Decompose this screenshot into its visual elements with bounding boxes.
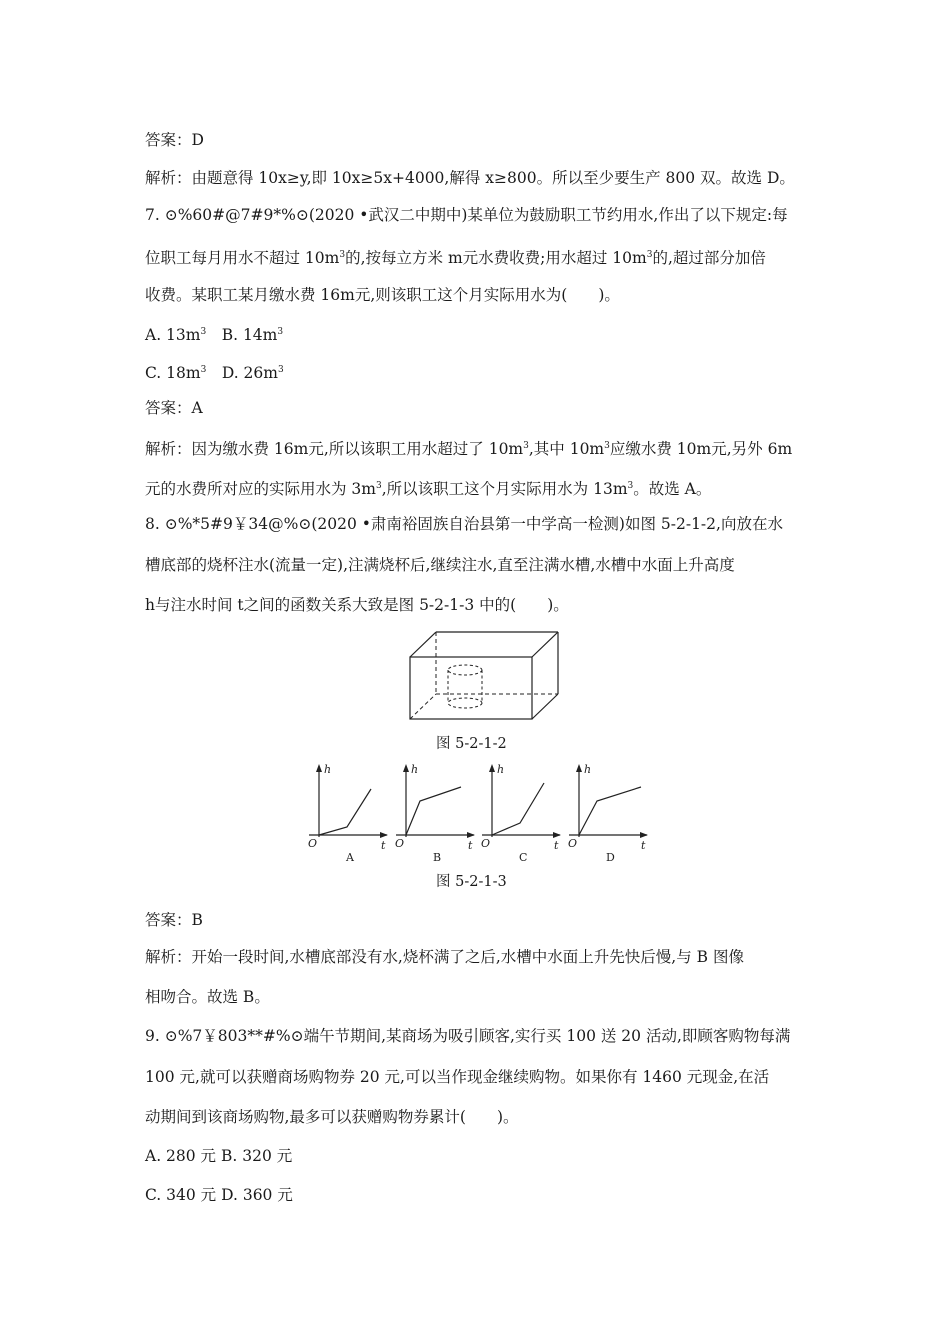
h-t-curve [319,789,371,835]
t-axis-arrow [380,832,388,838]
question-8-line-3: h与注水时间 t之间的函数关系大致是图 5-2-1-3 中的( )。 [145,596,569,614]
question-7-line-1: 7. ⊙%60#@7#9*%⊙(2020 •武汉二中期中)某单位为鼓励职工节约用水,作出了以下规定:每 [145,206,788,224]
h-t-curve [492,783,544,835]
question-8-line-1: 8. ⊙%*5#9￥34@%⊙(2020 •肃南裕固族自治县第一中学高一检测)如图 5-2-1-2,向放在水 [145,515,783,533]
question-7-options-cd: C. $18m^3$ D. $26m^3$ [145,364,284,382]
explanation-line: 解析：因为缴水费 16m元,所以该职工用水超过了 $10m^3$,其中 $10m^3$应缴水费 10m元,另外 6m [145,440,793,458]
answer-line: 答案：A [145,399,203,417]
tank-beaker-figure [408,630,568,725]
explanation-line: 元的水费所对应的实际用水为 $3m^3$,所以该职工这个月实际用水为 $13m^3$。故选 A。 [145,480,712,498]
question-9-options-cd: C. 340 元 D. 360 元 [145,1186,293,1204]
question-9-options-ab: A. 280 元 B. 320 元 [145,1147,293,1165]
answer-line: 答案：B [145,911,203,929]
question-7-options-ab: A. $13m^3$ B. $14m^3$ [145,326,284,344]
h-axis-arrow [576,764,582,772]
t-axis-label: t [554,839,559,852]
t-axis-label: t [641,839,646,852]
origin-label: O [568,837,578,850]
question-9-line-1: 9. ⊙%7￥803**#%⊙端午节期间,某商场为吸引顾客,实行买 100 送 20 活动,即顾客购物每满 [145,1027,791,1045]
h-t-curve [406,787,461,835]
figure-caption: 图 5-2-1-3 [436,874,507,890]
h-t-curve [579,787,641,835]
question-8-line-2: 槽底部的烧杯注水(流量一定),注满烧杯后,继续注水,直至注满水槽,水槽中水面上升高度 [145,556,735,574]
t-axis-label: t [468,839,473,852]
h-axis-label: h [411,763,419,776]
h-axis-label: h [584,763,592,776]
graph-option-label: B [433,851,442,864]
origin-label: O [481,837,491,850]
explanation-line: 相吻合。故选 B。 [145,988,270,1006]
graph-option-label: C [519,851,528,864]
origin-label: O [395,837,405,850]
explanation-line: 解析：由题意得 10x≥y,即 10x≥5x+4000,解得 x≥800。所以至少要生产 800 双。故选 D。 [145,169,795,187]
h-axis-arrow [316,764,322,772]
question-9-line-2: 100 元,就可以获赠商场购物券 20 元,可以当作现金继续购物。如果你有 1460 元现金,在活 [145,1068,770,1086]
answer-line: 答案：D [145,131,204,149]
origin-label: O [308,837,318,850]
h-axis-arrow [489,764,495,772]
t-axis-label: t [381,839,386,852]
question-7-line-2: 位职工每月用水不超过 $10m^3$的,按每立方米 m元水费收费;用水超过 $10m^3$的,超过部分加倍 [145,249,766,267]
explanation-line: 解析：开始一段时间,水槽底部没有水,烧杯满了之后,水槽中水面上升先快后慢,与 B 图像 [145,948,744,966]
h-axis-label: h [324,763,332,776]
h-axis-arrow [403,764,409,772]
graph-option-label: D [606,851,615,864]
h-axis-label: h [497,763,505,776]
t-axis-arrow [640,832,648,838]
t-axis-arrow [467,832,475,838]
t-axis-arrow [553,832,561,838]
graph-option-label: A [346,851,354,864]
question-7-line-3: 收费。某职工某月缴水费 16m元,则该职工这个月实际用水为( )。 [145,286,620,304]
question-9-line-3: 动期间到该商场购物,最多可以获赠购物券累计( )。 [145,1108,519,1126]
figure-caption: 图 5-2-1-2 [436,736,507,752]
ht-graphs-figure [305,763,645,863]
